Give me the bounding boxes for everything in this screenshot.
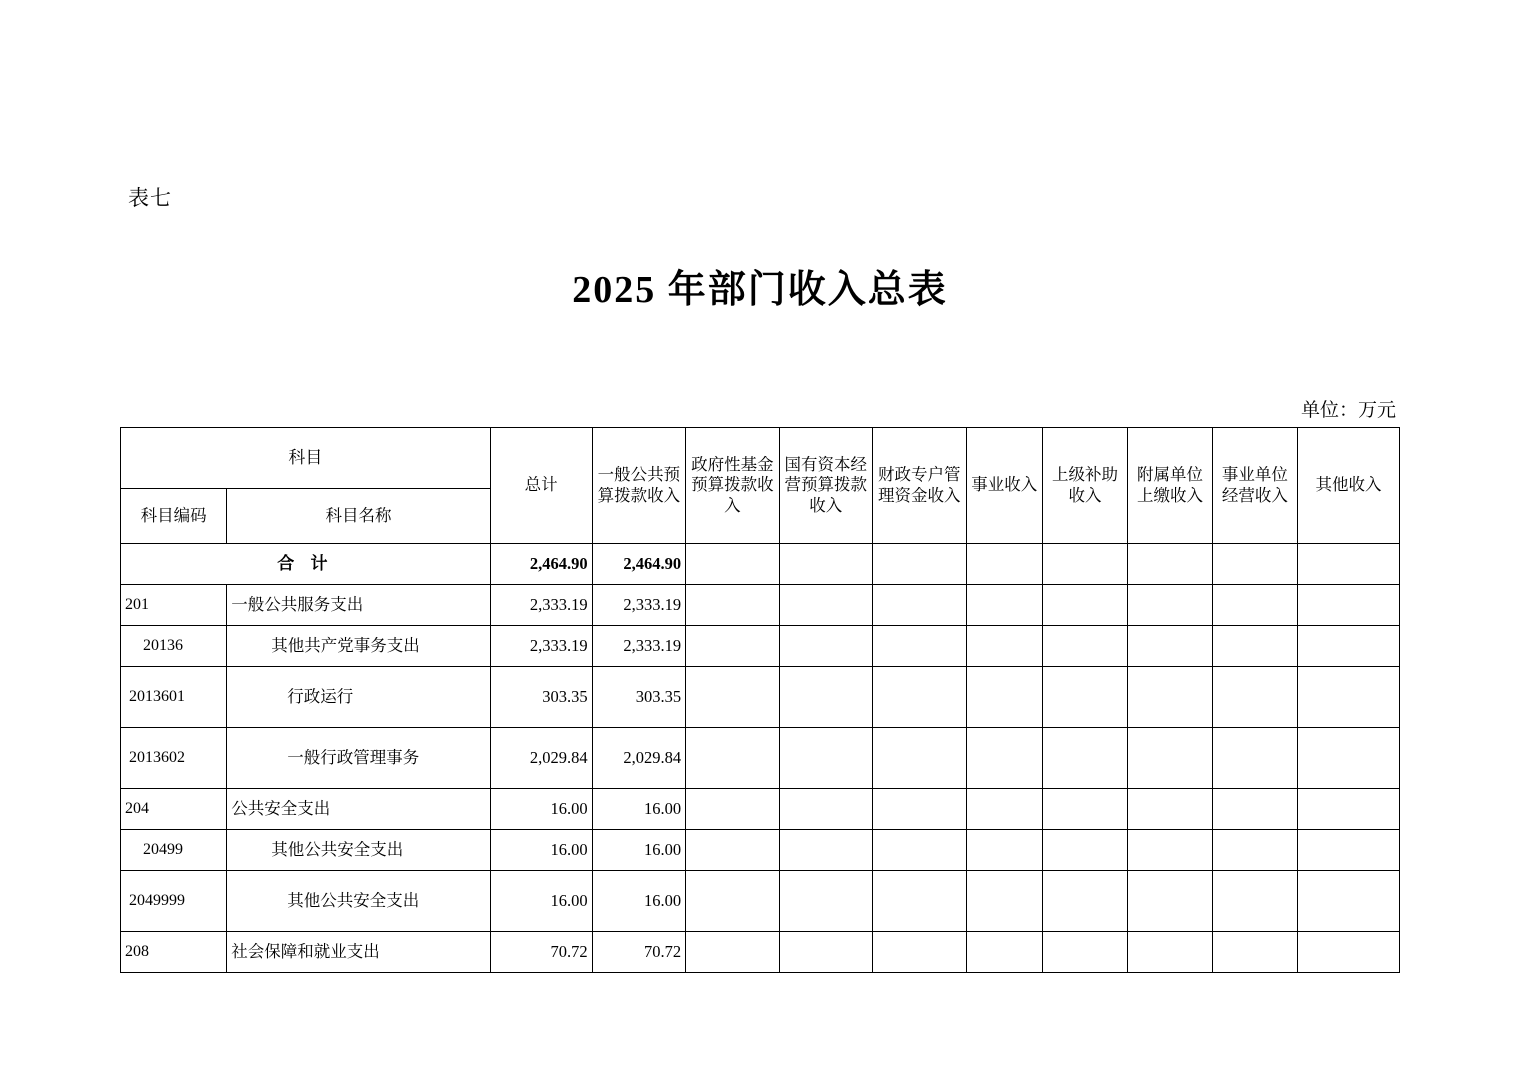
table-head <box>121 428 1400 544</box>
cell-gov-fund-budget <box>686 585 779 626</box>
cell-other-income <box>1297 728 1399 789</box>
header-superior-subsidy: 上级补助收入 <box>1042 428 1127 544</box>
cell-state-capital-budget <box>779 728 872 789</box>
cell-affiliate-payment <box>1127 830 1212 871</box>
cell-subject-code: 204 <box>121 789 227 830</box>
cell-gov-fund-budget <box>686 626 779 667</box>
cell-subject-name: 社会保障和就业支出 <box>227 932 490 973</box>
table-row <box>121 667 1400 728</box>
cell-superior-subsidy <box>1042 728 1127 789</box>
header-other-income: 其他收入 <box>1297 428 1399 544</box>
cell-fiscal-special-account <box>873 667 966 728</box>
budget-income-table <box>120 427 1400 973</box>
cell-state-capital-budget <box>779 585 872 626</box>
cell-subject-code: 2013602 <box>121 728 227 789</box>
cell-other-income <box>1297 585 1399 626</box>
cell-gov-fund-budget <box>686 871 779 932</box>
cell-total: 303.35 <box>490 667 592 728</box>
cell-subject-code: 208 <box>121 932 227 973</box>
cell-superior-subsidy <box>1042 544 1127 585</box>
cell-general-public-budget: 2,464.90 <box>592 544 685 585</box>
header-row-top <box>121 428 1400 489</box>
table-row <box>121 585 1400 626</box>
cell-subject-code: 20499 <box>121 830 227 871</box>
cell-business-income <box>966 544 1042 585</box>
cell-general-public-budget: 16.00 <box>592 789 685 830</box>
cell-business-income <box>966 871 1042 932</box>
header-subject-code: 科目编码 <box>121 489 227 544</box>
table-row <box>121 544 1400 585</box>
cell-affiliate-payment <box>1127 789 1212 830</box>
cell-gov-fund-budget <box>686 932 779 973</box>
cell-general-public-budget: 16.00 <box>592 871 685 932</box>
cell-other-income <box>1297 626 1399 667</box>
table-row <box>121 830 1400 871</box>
cell-subject-name: 公共安全支出 <box>227 789 490 830</box>
cell-business-operating <box>1212 728 1297 789</box>
cell-other-income <box>1297 789 1399 830</box>
cell-general-public-budget: 70.72 <box>592 932 685 973</box>
cell-total: 2,333.19 <box>490 585 592 626</box>
cell-business-operating <box>1212 585 1297 626</box>
cell-business-operating <box>1212 626 1297 667</box>
cell-business-income <box>966 789 1042 830</box>
cell-gov-fund-budget <box>686 789 779 830</box>
cell-state-capital-budget <box>779 626 872 667</box>
cell-affiliate-payment <box>1127 544 1212 585</box>
cell-affiliate-payment <box>1127 667 1212 728</box>
cell-superior-subsidy <box>1042 830 1127 871</box>
cell-superior-subsidy <box>1042 789 1127 830</box>
cell-state-capital-budget <box>779 871 872 932</box>
cell-fiscal-special-account <box>873 626 966 667</box>
cell-state-capital-budget <box>779 932 872 973</box>
cell-general-public-budget: 2,029.84 <box>592 728 685 789</box>
cell-subject-code: 20136 <box>121 626 227 667</box>
header-gov-fund-budget: 政府性基金预算拨款收入 <box>686 428 779 544</box>
cell-affiliate-payment <box>1127 585 1212 626</box>
cell-subject-code: 2049999 <box>121 871 227 932</box>
cell-gov-fund-budget <box>686 728 779 789</box>
cell-other-income <box>1297 871 1399 932</box>
cell-general-public-budget: 2,333.19 <box>592 626 685 667</box>
unit-note: 单位：万元 <box>1300 400 1396 421</box>
cell-business-operating <box>1212 830 1297 871</box>
header-subject-group: 科目 <box>121 428 491 489</box>
header-state-capital-budget: 国有资本经营预算拨款收入 <box>779 428 872 544</box>
form-label: 表七 <box>128 186 172 210</box>
header-subject-name: 科目名称 <box>227 489 490 544</box>
cell-total: 2,333.19 <box>490 626 592 667</box>
cell-gov-fund-budget <box>686 667 779 728</box>
cell-general-public-budget: 303.35 <box>592 667 685 728</box>
row-total-label: 合 计 <box>121 544 491 585</box>
cell-fiscal-special-account <box>873 585 966 626</box>
cell-state-capital-budget <box>779 789 872 830</box>
cell-affiliate-payment <box>1127 932 1212 973</box>
cell-business-operating <box>1212 667 1297 728</box>
cell-subject-code: 2013601 <box>121 667 227 728</box>
cell-total: 2,464.90 <box>490 544 592 585</box>
cell-business-income <box>966 585 1042 626</box>
cell-business-income <box>966 830 1042 871</box>
cell-fiscal-special-account <box>873 789 966 830</box>
cell-business-income <box>966 728 1042 789</box>
cell-subject-code: 201 <box>121 585 227 626</box>
cell-subject-name: 其他公共安全支出 <box>227 830 490 871</box>
table-body <box>121 544 1400 973</box>
cell-fiscal-special-account <box>873 728 966 789</box>
cell-gov-fund-budget <box>686 544 779 585</box>
table-row <box>121 789 1400 830</box>
cell-general-public-budget: 2,333.19 <box>592 585 685 626</box>
header-total: 总计 <box>490 428 592 544</box>
cell-superior-subsidy <box>1042 667 1127 728</box>
cell-fiscal-special-account <box>873 871 966 932</box>
cell-business-income <box>966 932 1042 973</box>
cell-fiscal-special-account <box>873 932 966 973</box>
cell-total: 16.00 <box>490 871 592 932</box>
cell-subject-name: 一般公共服务支出 <box>227 585 490 626</box>
cell-business-income <box>966 626 1042 667</box>
cell-total: 16.00 <box>490 830 592 871</box>
cell-state-capital-budget <box>779 544 872 585</box>
table-row <box>121 932 1400 973</box>
cell-affiliate-payment <box>1127 728 1212 789</box>
cell-general-public-budget: 16.00 <box>592 830 685 871</box>
cell-subject-name: 其他共产党事务支出 <box>227 626 490 667</box>
header-affiliate-payment: 附属单位上缴收入 <box>1127 428 1212 544</box>
cell-total: 16.00 <box>490 789 592 830</box>
cell-other-income <box>1297 544 1399 585</box>
header-business-operating: 事业单位经营收入 <box>1212 428 1297 544</box>
cell-business-operating <box>1212 789 1297 830</box>
cell-subject-name: 其他公共安全支出 <box>227 871 490 932</box>
cell-business-operating <box>1212 871 1297 932</box>
header-fiscal-special-account: 财政专户管理资金收入 <box>873 428 966 544</box>
table-row <box>121 626 1400 667</box>
cell-business-operating <box>1212 932 1297 973</box>
cell-gov-fund-budget <box>686 830 779 871</box>
table-row <box>121 871 1400 932</box>
cell-fiscal-special-account <box>873 830 966 871</box>
cell-affiliate-payment <box>1127 626 1212 667</box>
cell-total: 70.72 <box>490 932 592 973</box>
cell-subject-name: 行政运行 <box>227 667 490 728</box>
cell-superior-subsidy <box>1042 932 1127 973</box>
cell-business-operating <box>1212 544 1297 585</box>
cell-affiliate-payment <box>1127 871 1212 932</box>
cell-state-capital-budget <box>779 667 872 728</box>
table-row <box>121 728 1400 789</box>
cell-superior-subsidy <box>1042 871 1127 932</box>
cell-superior-subsidy <box>1042 585 1127 626</box>
header-general-public-budget: 一般公共预算拨款收入 <box>592 428 685 544</box>
cell-business-income <box>966 667 1042 728</box>
header-business-income: 事业收入 <box>966 428 1042 544</box>
cell-other-income <box>1297 667 1399 728</box>
cell-state-capital-budget <box>779 830 872 871</box>
cell-subject-name: 一般行政管理事务 <box>227 728 490 789</box>
cell-other-income <box>1297 830 1399 871</box>
page-title: 2025 年部门收入总表 <box>572 269 948 311</box>
cell-total: 2,029.84 <box>490 728 592 789</box>
cell-superior-subsidy <box>1042 626 1127 667</box>
cell-other-income <box>1297 932 1399 973</box>
cell-fiscal-special-account <box>873 544 966 585</box>
